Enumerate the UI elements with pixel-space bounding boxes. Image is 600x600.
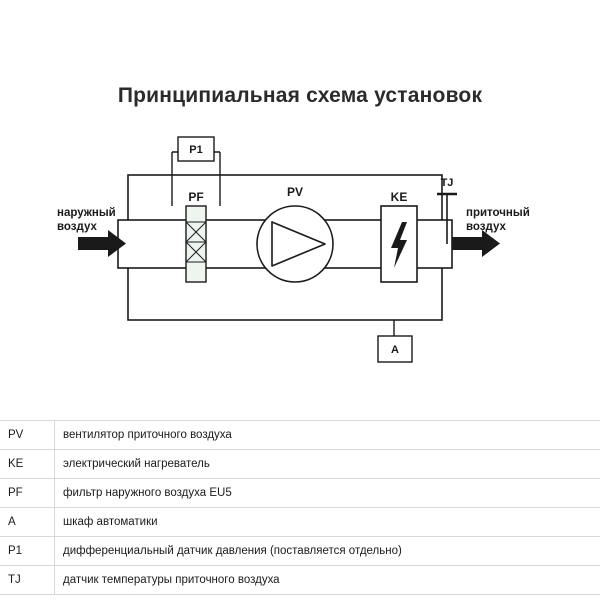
ke-tag: KE bbox=[390, 190, 408, 204]
table-row bbox=[0, 421, 600, 450]
tj-tag: TJ bbox=[440, 177, 454, 189]
legend-code: PV bbox=[0, 421, 55, 450]
inlet-label-line2: воздух bbox=[57, 221, 97, 233]
legend-code: PF bbox=[0, 479, 55, 508]
inlet-label-line1: наружный bbox=[57, 207, 116, 219]
fan-component bbox=[257, 206, 333, 282]
automation-cabinet-component bbox=[378, 320, 412, 362]
legend-code: P1 bbox=[0, 537, 55, 566]
legend-description: датчик температуры приточного воздуха bbox=[55, 566, 600, 595]
table-row bbox=[0, 479, 600, 508]
filter-component bbox=[186, 206, 206, 282]
legend-code: TJ bbox=[0, 566, 55, 595]
pf-tag: PF bbox=[188, 190, 204, 204]
legend-code: KE bbox=[0, 450, 55, 479]
page-title: Принципиальная схема установок bbox=[117, 84, 483, 107]
table-row bbox=[0, 450, 600, 479]
a-tag: A bbox=[391, 344, 399, 356]
legend-description: вентилятор приточного воздуха bbox=[55, 421, 600, 450]
table-row bbox=[0, 566, 600, 595]
table-row bbox=[0, 537, 600, 566]
legend-description: дифференциальный датчик давления (поставляется отдельно) bbox=[55, 537, 600, 566]
heater-component bbox=[381, 206, 417, 282]
legend-code: A bbox=[0, 508, 55, 537]
legend-description: электрический нагреватель bbox=[55, 450, 600, 479]
legend-description: фильтр наружного воздуха EU5 bbox=[55, 479, 600, 508]
outlet-label-line2: воздух bbox=[466, 221, 506, 233]
p1-tag: P1 bbox=[189, 144, 203, 156]
outlet-label-line1: приточный bbox=[466, 207, 530, 219]
legend-table bbox=[0, 420, 600, 595]
outlet-arrow bbox=[452, 230, 500, 257]
ventilation-schematic bbox=[0, 130, 600, 380]
pv-tag: PV bbox=[286, 185, 304, 199]
legend-description: шкаф автоматики bbox=[55, 508, 600, 537]
table-row bbox=[0, 508, 600, 537]
